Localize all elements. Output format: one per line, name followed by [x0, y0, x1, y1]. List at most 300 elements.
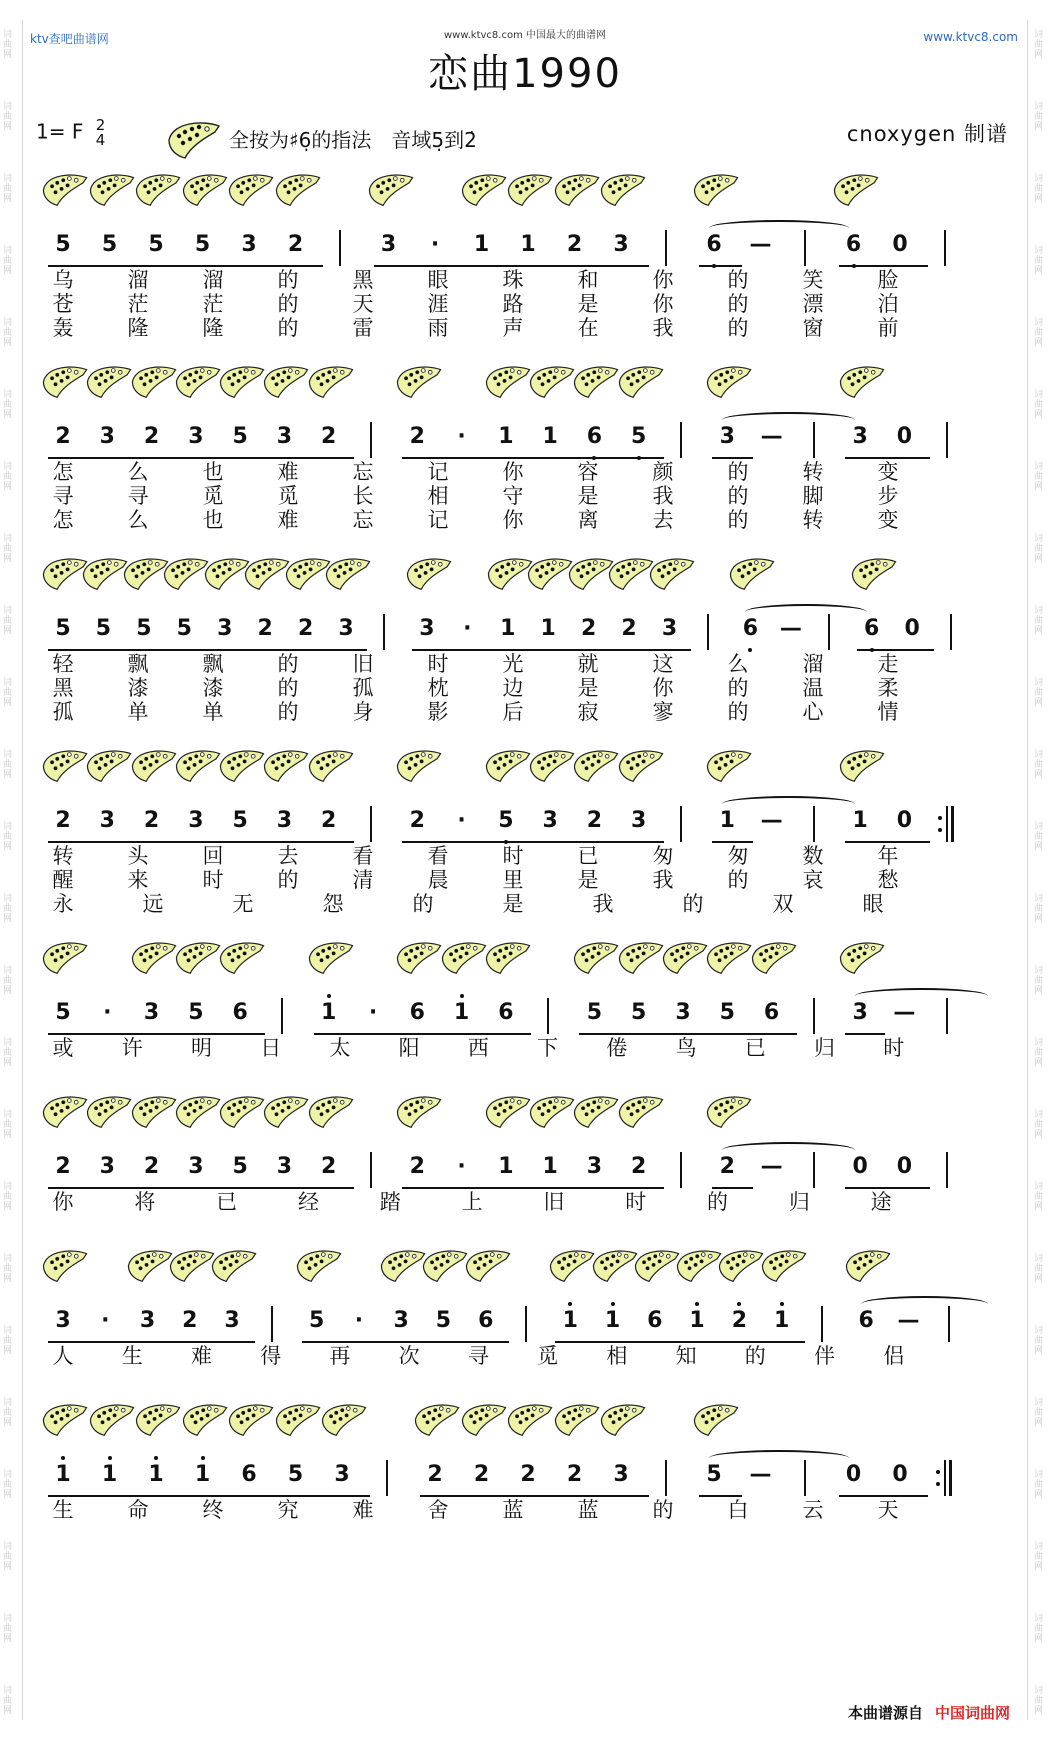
lyric-char: 溜 [802, 652, 824, 676]
ocarina-fingering-icon [133, 1396, 183, 1440]
lyric-char: 的 [707, 1190, 729, 1214]
watermark-text: 词曲网 [1034, 246, 1044, 276]
ocarina-fingering-icon [217, 934, 267, 978]
lyric-char: 生 [121, 1344, 143, 1368]
ocarina-fingering-icon [527, 742, 577, 786]
lyric-char: 里 [502, 868, 524, 892]
ocarina-fingering-icon [394, 1088, 444, 1132]
note: · [457, 424, 466, 449]
lyric-char: 怎 [52, 460, 74, 484]
ocarina-fingering-icon [552, 1396, 602, 1440]
lyric-line [40, 312, 1010, 340]
lyric-char: 你 [652, 676, 674, 700]
ocarina-fingering-icon [40, 1242, 90, 1286]
note: 1 [188, 1462, 218, 1487]
lyric-char: 无 [232, 892, 254, 916]
note: 0 [892, 232, 908, 257]
lyric-line [40, 888, 1010, 916]
lyric-char: 步 [877, 484, 899, 508]
lyric-char: 的 [727, 460, 749, 484]
note: 5 [95, 616, 112, 641]
note: 3 [613, 1462, 629, 1487]
ocarina-fingering-icon [84, 358, 134, 402]
ocarina-fingering-icon [261, 1088, 311, 1132]
lyric-char: 记 [427, 460, 449, 484]
lyric-char: 茫 [202, 292, 224, 316]
watermark-text: 词曲网 [1034, 1470, 1044, 1500]
lyric-char: 生 [52, 1498, 74, 1522]
lyric-char: 孤 [352, 676, 374, 700]
footer-source: 本曲谱源自 [847, 1704, 923, 1722]
note: 5 [55, 232, 71, 257]
score-system [40, 1390, 1010, 1580]
ocarina-fingering-icon [459, 166, 509, 210]
watermark-text: 词曲网 [1034, 750, 1044, 780]
lyric-char: 单 [202, 700, 224, 724]
footer [848, 1702, 1010, 1723]
repeat-dot [936, 1482, 940, 1486]
lyric-char: 觅 [202, 484, 224, 508]
lyric-char: 难 [277, 460, 299, 484]
ocarina-fingering-icon [40, 358, 90, 402]
key-label: 1= F [36, 119, 84, 144]
watermark-text: 词曲网 [3, 822, 13, 852]
ocarina-fingering-icon [616, 1088, 666, 1132]
header-site-center[interactable]: www.ktvc8.com 中国最大的曲谱网 [443, 30, 606, 41]
lyric-line [40, 288, 1010, 316]
tie-arc [709, 1450, 849, 1466]
fingering-row [40, 352, 1010, 408]
lyric-char: 身 [352, 700, 374, 724]
note: 1 [314, 1000, 344, 1025]
note: 5 [194, 232, 211, 257]
watermark-text: 词曲网 [3, 390, 13, 420]
note: 2 [321, 1154, 337, 1179]
lyric-char: 涯 [427, 292, 449, 316]
repeat-dot [938, 828, 942, 832]
note: 5 [176, 616, 192, 641]
lyric-char: 上 [461, 1190, 483, 1214]
ocarina-fingering-icon [527, 358, 577, 402]
ocarina-fingering-icon [217, 1088, 267, 1132]
lyric-char: 的 [277, 868, 299, 892]
header-site-left[interactable]: ktv查吧曲谱网 [30, 32, 109, 46]
ocarina-fingering-icon [598, 1396, 648, 1440]
lyric-char: 倦 [606, 1036, 628, 1060]
ocarina-fingering-icon [40, 1088, 90, 1132]
watermark-text: 词曲网 [1034, 1038, 1044, 1068]
lyric-char: 明 [190, 1036, 212, 1060]
note: 6 [647, 1308, 663, 1333]
ocarina-fingering-icon [647, 550, 697, 594]
lyric-char: 的 [277, 652, 299, 676]
lyric-char: 寥 [652, 700, 674, 724]
left-watermark-strip [0, 20, 23, 1720]
note: 3 [852, 424, 868, 449]
watermark-text: 词曲网 [3, 534, 13, 564]
watermark-text: 词曲网 [3, 102, 13, 132]
lyric-char: 也 [202, 508, 224, 532]
note: 2 [473, 1462, 490, 1487]
lyric-char: 转 [52, 844, 74, 868]
note: 2 [409, 424, 425, 449]
ocarina-fingering-icon [306, 1088, 356, 1132]
ocarina-fingering-icon [831, 166, 881, 210]
note: — [779, 616, 802, 641]
instruction-text: 全按为♯6̣的指法 音域5̣到2̇ [229, 127, 477, 152]
watermark-text: 词曲网 [1034, 390, 1044, 420]
note: 1 [540, 616, 556, 641]
ocarina-fingering-icon [616, 358, 666, 402]
barline [665, 230, 667, 266]
lyric-char: 来 [127, 868, 149, 892]
note: 3 [276, 424, 293, 449]
lyric-char: 寻 [52, 484, 74, 508]
lyric-char: 伴 [814, 1344, 836, 1368]
ocarina-fingering-icon [691, 1396, 741, 1440]
note: 5 [55, 616, 71, 641]
note: 2 [182, 1308, 198, 1333]
ocarina-fingering-icon [306, 934, 356, 978]
lyric-char: 你 [502, 460, 524, 484]
ocarina-fingering-icon [40, 742, 90, 786]
lyric-char: 变 [877, 460, 899, 484]
ocarina-fingering-icon [294, 1242, 344, 1286]
note: 6 [735, 616, 765, 641]
note: 2 [55, 424, 71, 449]
lyric-char: 离 [577, 508, 599, 532]
note: 5 [719, 1000, 735, 1025]
note: 6 [579, 424, 609, 449]
note: 2 [580, 616, 597, 641]
ocarina-fingering-icon [87, 166, 137, 210]
note: 3 [276, 1154, 293, 1179]
note: 2 [55, 1154, 71, 1179]
lyric-char: 舍 [427, 1498, 449, 1522]
note: 3 [241, 232, 257, 257]
note: 5 [232, 1154, 248, 1179]
note: 6 [409, 1000, 425, 1025]
lyric-char: 窗 [802, 316, 824, 340]
ocarina-fingering-icon [323, 550, 373, 594]
lyric-char: 下 [537, 1036, 559, 1060]
lyric-char: 隆 [127, 316, 149, 340]
lyric-char: 忘 [352, 508, 374, 532]
note: 0 [852, 1154, 868, 1179]
ocarina-fingering-icon [704, 358, 754, 402]
lyric-char: 寻 [467, 1344, 489, 1368]
fingering-row [40, 928, 1010, 984]
tie-arc [855, 988, 988, 1004]
lyric-char: 飘 [127, 652, 149, 676]
lyric-char: 心 [802, 700, 824, 724]
score-system [40, 352, 1010, 542]
barline [370, 806, 372, 842]
lyric-char: 容 [577, 460, 599, 484]
note: 0 [896, 424, 913, 449]
lyric-char: 么 [727, 652, 749, 676]
lyric-char: 的 [727, 508, 749, 532]
lyric-char: 是 [502, 892, 524, 916]
watermark-text: 词曲网 [3, 1326, 13, 1356]
lyric-char: 难 [352, 1498, 374, 1522]
lyric-char: 我 [652, 484, 674, 508]
ocarina-fingering-icon [226, 1396, 276, 1440]
ocarina-fingering-icon [571, 934, 621, 978]
lyric-char: 路 [502, 292, 524, 316]
ocarina-fingering-icon [704, 1088, 754, 1132]
lyric-char: 归 [814, 1036, 836, 1060]
lyric-char: 珠 [502, 268, 524, 292]
note: 0 [896, 808, 913, 833]
note: 3 [139, 1308, 156, 1333]
ocarina-fingering-icon [129, 742, 179, 786]
lyric-char: 命 [127, 1498, 149, 1522]
lyric-char: 长 [352, 484, 374, 508]
note: 5 [136, 616, 152, 641]
note: 3 [55, 1308, 71, 1333]
note: 5 [435, 1308, 452, 1333]
note: 3 [393, 1308, 409, 1333]
tie-arc [722, 412, 855, 428]
lyric-char: 轰 [52, 316, 74, 340]
lyric-char: 飘 [202, 652, 224, 676]
arranger: cnoxygen 制谱 [846, 122, 1008, 146]
lyric-char: 转 [802, 460, 824, 484]
barline [370, 422, 372, 458]
note: 1 [141, 1462, 171, 1487]
note: 5 [586, 1000, 603, 1025]
lyric-char: 转 [802, 508, 824, 532]
note: — [749, 1462, 772, 1487]
lyric-char: 的 [682, 892, 704, 916]
watermark-text: 词曲网 [1034, 1254, 1044, 1284]
note: 2 [257, 616, 273, 641]
lyric-line [40, 456, 1010, 484]
ocarina-icon [165, 116, 223, 160]
tie-arc [722, 1142, 855, 1158]
ocarina-fingering-icon [87, 1396, 137, 1440]
note: 3 [99, 424, 115, 449]
footer-site-link[interactable]: 中国词曲网 [934, 1704, 1010, 1722]
ocarina-fingering-icon [217, 358, 267, 402]
lyric-char: 知 [675, 1344, 697, 1368]
lyric-char: 漆 [202, 676, 224, 700]
lyric-char: 轻 [52, 652, 74, 676]
note: 2 [719, 1154, 735, 1179]
lyric-char: 远 [142, 892, 164, 916]
lyric-char: 我 [652, 316, 674, 340]
note: 6 [478, 1308, 494, 1333]
note: 2 [321, 424, 337, 449]
watermark-text: 词曲网 [1034, 606, 1044, 636]
ocarina-fingering-icon [552, 166, 602, 210]
ocarina-fingering-icon [412, 1396, 462, 1440]
lyric-char: 枕 [427, 676, 449, 700]
ocarina-fingering-icon [173, 358, 223, 402]
ocarina-fingering-icon [40, 166, 90, 210]
note: 0 [892, 1462, 908, 1487]
lyric-char: 人 [52, 1344, 74, 1368]
watermark-text: 词曲网 [3, 966, 13, 996]
lyric-char: 已 [216, 1190, 238, 1214]
note: 5 [55, 1000, 71, 1025]
barline [665, 1460, 667, 1496]
ocarina-fingering-icon [217, 742, 267, 786]
score-system [40, 544, 1010, 734]
watermark-text: 词曲网 [3, 1470, 13, 1500]
note: 2 [409, 808, 425, 833]
note: 2 [586, 808, 603, 833]
watermark-text: 词曲网 [3, 1398, 13, 1428]
barline [370, 1152, 372, 1188]
lyric-char: 的 [727, 268, 749, 292]
lyric-char: 和 [577, 268, 599, 292]
ocarina-fingering-icon [394, 742, 444, 786]
lyric-line [40, 864, 1010, 892]
time-upper: 2 [95, 116, 106, 134]
lyric-char: 晨 [427, 868, 449, 892]
lyric-char: 哀 [802, 868, 824, 892]
note: 5 [232, 808, 248, 833]
lyric-char: 双 [772, 892, 794, 916]
ocarina-fingering-icon [483, 934, 533, 978]
watermark-text: 词曲网 [1034, 1398, 1044, 1428]
lyric-char: 白 [727, 1498, 749, 1522]
lyric-char: 脸 [877, 268, 899, 292]
note: 3 [188, 808, 204, 833]
lyric-char: 漆 [127, 676, 149, 700]
lyric-char: 就 [577, 652, 599, 676]
end-barline-thick [951, 806, 954, 842]
note: 2 [566, 1462, 583, 1487]
ocarina-fingering-icon [209, 1242, 259, 1286]
ocarina-fingering-icon [505, 1396, 555, 1440]
note: 3 [276, 808, 293, 833]
note: 1 [447, 1000, 477, 1025]
note: 5 [491, 808, 521, 833]
lyric-char: 头 [127, 844, 149, 868]
lyric-char: 光 [502, 652, 524, 676]
watermark-text: 词曲网 [1034, 1182, 1044, 1212]
note: · [430, 232, 440, 257]
song-title: 恋曲1990 [428, 51, 622, 97]
note: 3 [380, 232, 397, 257]
watermark-text: 词曲网 [3, 894, 13, 924]
lyric-char: 蓝 [502, 1498, 524, 1522]
lyric-char: 你 [502, 508, 524, 532]
note: 3 [586, 1154, 603, 1179]
lyric-char: 影 [427, 700, 449, 724]
lyric-line [40, 648, 1010, 676]
lyric-char: 泊 [877, 292, 899, 316]
note: — [897, 1308, 920, 1333]
note: 3 [188, 424, 204, 449]
note: 2 [55, 808, 71, 833]
barline [813, 998, 815, 1034]
lyric-char: 黑 [352, 268, 374, 292]
note: 3 [613, 232, 629, 257]
ocarina-fingering-icon [616, 934, 666, 978]
lyric-char: 也 [202, 460, 224, 484]
ocarina-fingering-icon [306, 358, 356, 402]
lyric-char: 记 [427, 508, 449, 532]
ocarina-fingering-icon [173, 742, 223, 786]
lyric-char: 云 [802, 1498, 824, 1522]
lyric-char: 得 [260, 1344, 282, 1368]
watermark-text: 词曲网 [3, 462, 13, 492]
watermark-text: 词曲网 [3, 678, 13, 708]
note: 6 [858, 1308, 874, 1333]
key-signature [36, 118, 105, 158]
ocarina-fingering-icon [173, 1088, 223, 1132]
fingering-row [40, 1082, 1010, 1138]
ocarina-fingering-icon [483, 1088, 533, 1132]
note: 1 [520, 232, 536, 257]
note: 5 [101, 232, 118, 257]
ocarina-fingering-icon [129, 358, 179, 402]
watermark-text: 词曲网 [3, 30, 13, 60]
lyric-char: 愁 [877, 868, 899, 892]
end-barline-thick [949, 1460, 952, 1496]
lyric-char: 忘 [352, 460, 374, 484]
lyric-char: 究 [277, 1498, 299, 1522]
watermark-text: 词曲网 [1034, 678, 1044, 708]
ocarina-fingering-icon [394, 358, 444, 402]
repeat-dot [936, 1470, 940, 1474]
lyric-char: 次 [398, 1344, 420, 1368]
note: 2 [143, 1154, 160, 1179]
lyric-line [40, 1340, 1010, 1368]
note: 2 [427, 1462, 443, 1487]
note: 1 [682, 1308, 712, 1333]
lyric-char: 的 [412, 892, 434, 916]
lyric-char: 变 [877, 508, 899, 532]
lyric-line [40, 1032, 1010, 1060]
note: 1 [473, 232, 490, 257]
note: 5 [706, 1462, 722, 1487]
fingering-row [40, 544, 1010, 600]
barline [707, 614, 709, 650]
lyric-char: 的 [277, 676, 299, 700]
lyric-char: 声 [502, 316, 524, 340]
lyric-char: 难 [190, 1344, 212, 1368]
barline [946, 422, 948, 458]
lyric-line [40, 480, 1010, 508]
note: 3 [188, 1154, 204, 1179]
lyric-char: 苍 [52, 292, 74, 316]
score-system [40, 160, 1010, 350]
ocarina-fingering-icon [84, 742, 134, 786]
lyric-char: 日 [260, 1036, 282, 1060]
tie-arc [722, 796, 855, 812]
ocarina-fingering-icon [129, 1088, 179, 1132]
ocarina-fingering-icon [273, 166, 323, 210]
lyric-char: 觅 [537, 1344, 559, 1368]
watermark-text: 词曲网 [1034, 1326, 1044, 1356]
header-site-right[interactable]: www.ktvc8.com [923, 30, 1018, 44]
note: 5 [232, 424, 248, 449]
lyric-char: 茫 [127, 292, 149, 316]
note: 5 [148, 232, 164, 257]
lyric-char: 乌 [52, 268, 74, 292]
watermark-text: 词曲网 [3, 1614, 13, 1644]
lyric-char: 守 [502, 484, 524, 508]
note: 2 [566, 232, 583, 257]
ocarina-fingering-icon [660, 934, 710, 978]
note: 1 [500, 616, 516, 641]
lyric-char: 时 [202, 868, 224, 892]
